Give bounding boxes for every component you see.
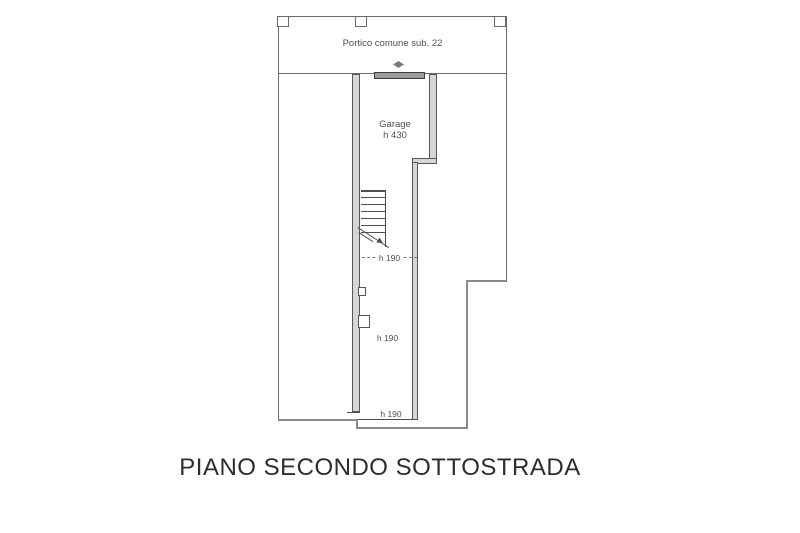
stair-tread: [361, 211, 386, 212]
entrance-diamond-icon: [393, 61, 404, 68]
pillar-left: [277, 16, 289, 27]
stair-right-edge: [385, 190, 386, 247]
stair-tread: [361, 204, 386, 205]
corridor-right-wall: [412, 162, 418, 420]
stair-tread: [361, 190, 386, 192]
height-label-middle: [360, 333, 415, 343]
garage-height-label: h 430: [383, 130, 407, 141]
height-label-lower-text: h 190: [380, 409, 402, 419]
stair-tread: [361, 197, 386, 198]
pillar-middle: [355, 16, 367, 27]
portico-top-wall: [278, 16, 507, 17]
height-label-upper-text: h 190: [378, 253, 401, 263]
garage-door: [374, 72, 425, 79]
portico-label: Portico comune sub. 22: [342, 38, 443, 49]
height-label-upper: [362, 253, 417, 263]
garage-label: Garage: [379, 119, 411, 130]
page-title: PIANO SECONDO SOTTOSTRADA: [179, 454, 581, 481]
wall-notch-upper: [358, 287, 366, 296]
height-label-lower: [365, 409, 417, 419]
corridor-bottom-line: [358, 419, 416, 420]
outline-right-upper-edge: [506, 74, 507, 282]
left-wall-end-tick: [347, 412, 360, 413]
height-label-middle-text: h 190: [376, 333, 399, 343]
outline-left-edge: [278, 74, 279, 421]
outline-right-lower-edge: [466, 280, 468, 429]
stair-tread: [361, 218, 386, 219]
outline-bottom-left: [278, 419, 358, 421]
outline-bottom-right: [356, 427, 468, 429]
outline-right-step: [466, 280, 507, 282]
pillar-right: [494, 16, 506, 27]
stair-tread: [361, 225, 386, 226]
wall-notch-lower: [358, 315, 370, 328]
